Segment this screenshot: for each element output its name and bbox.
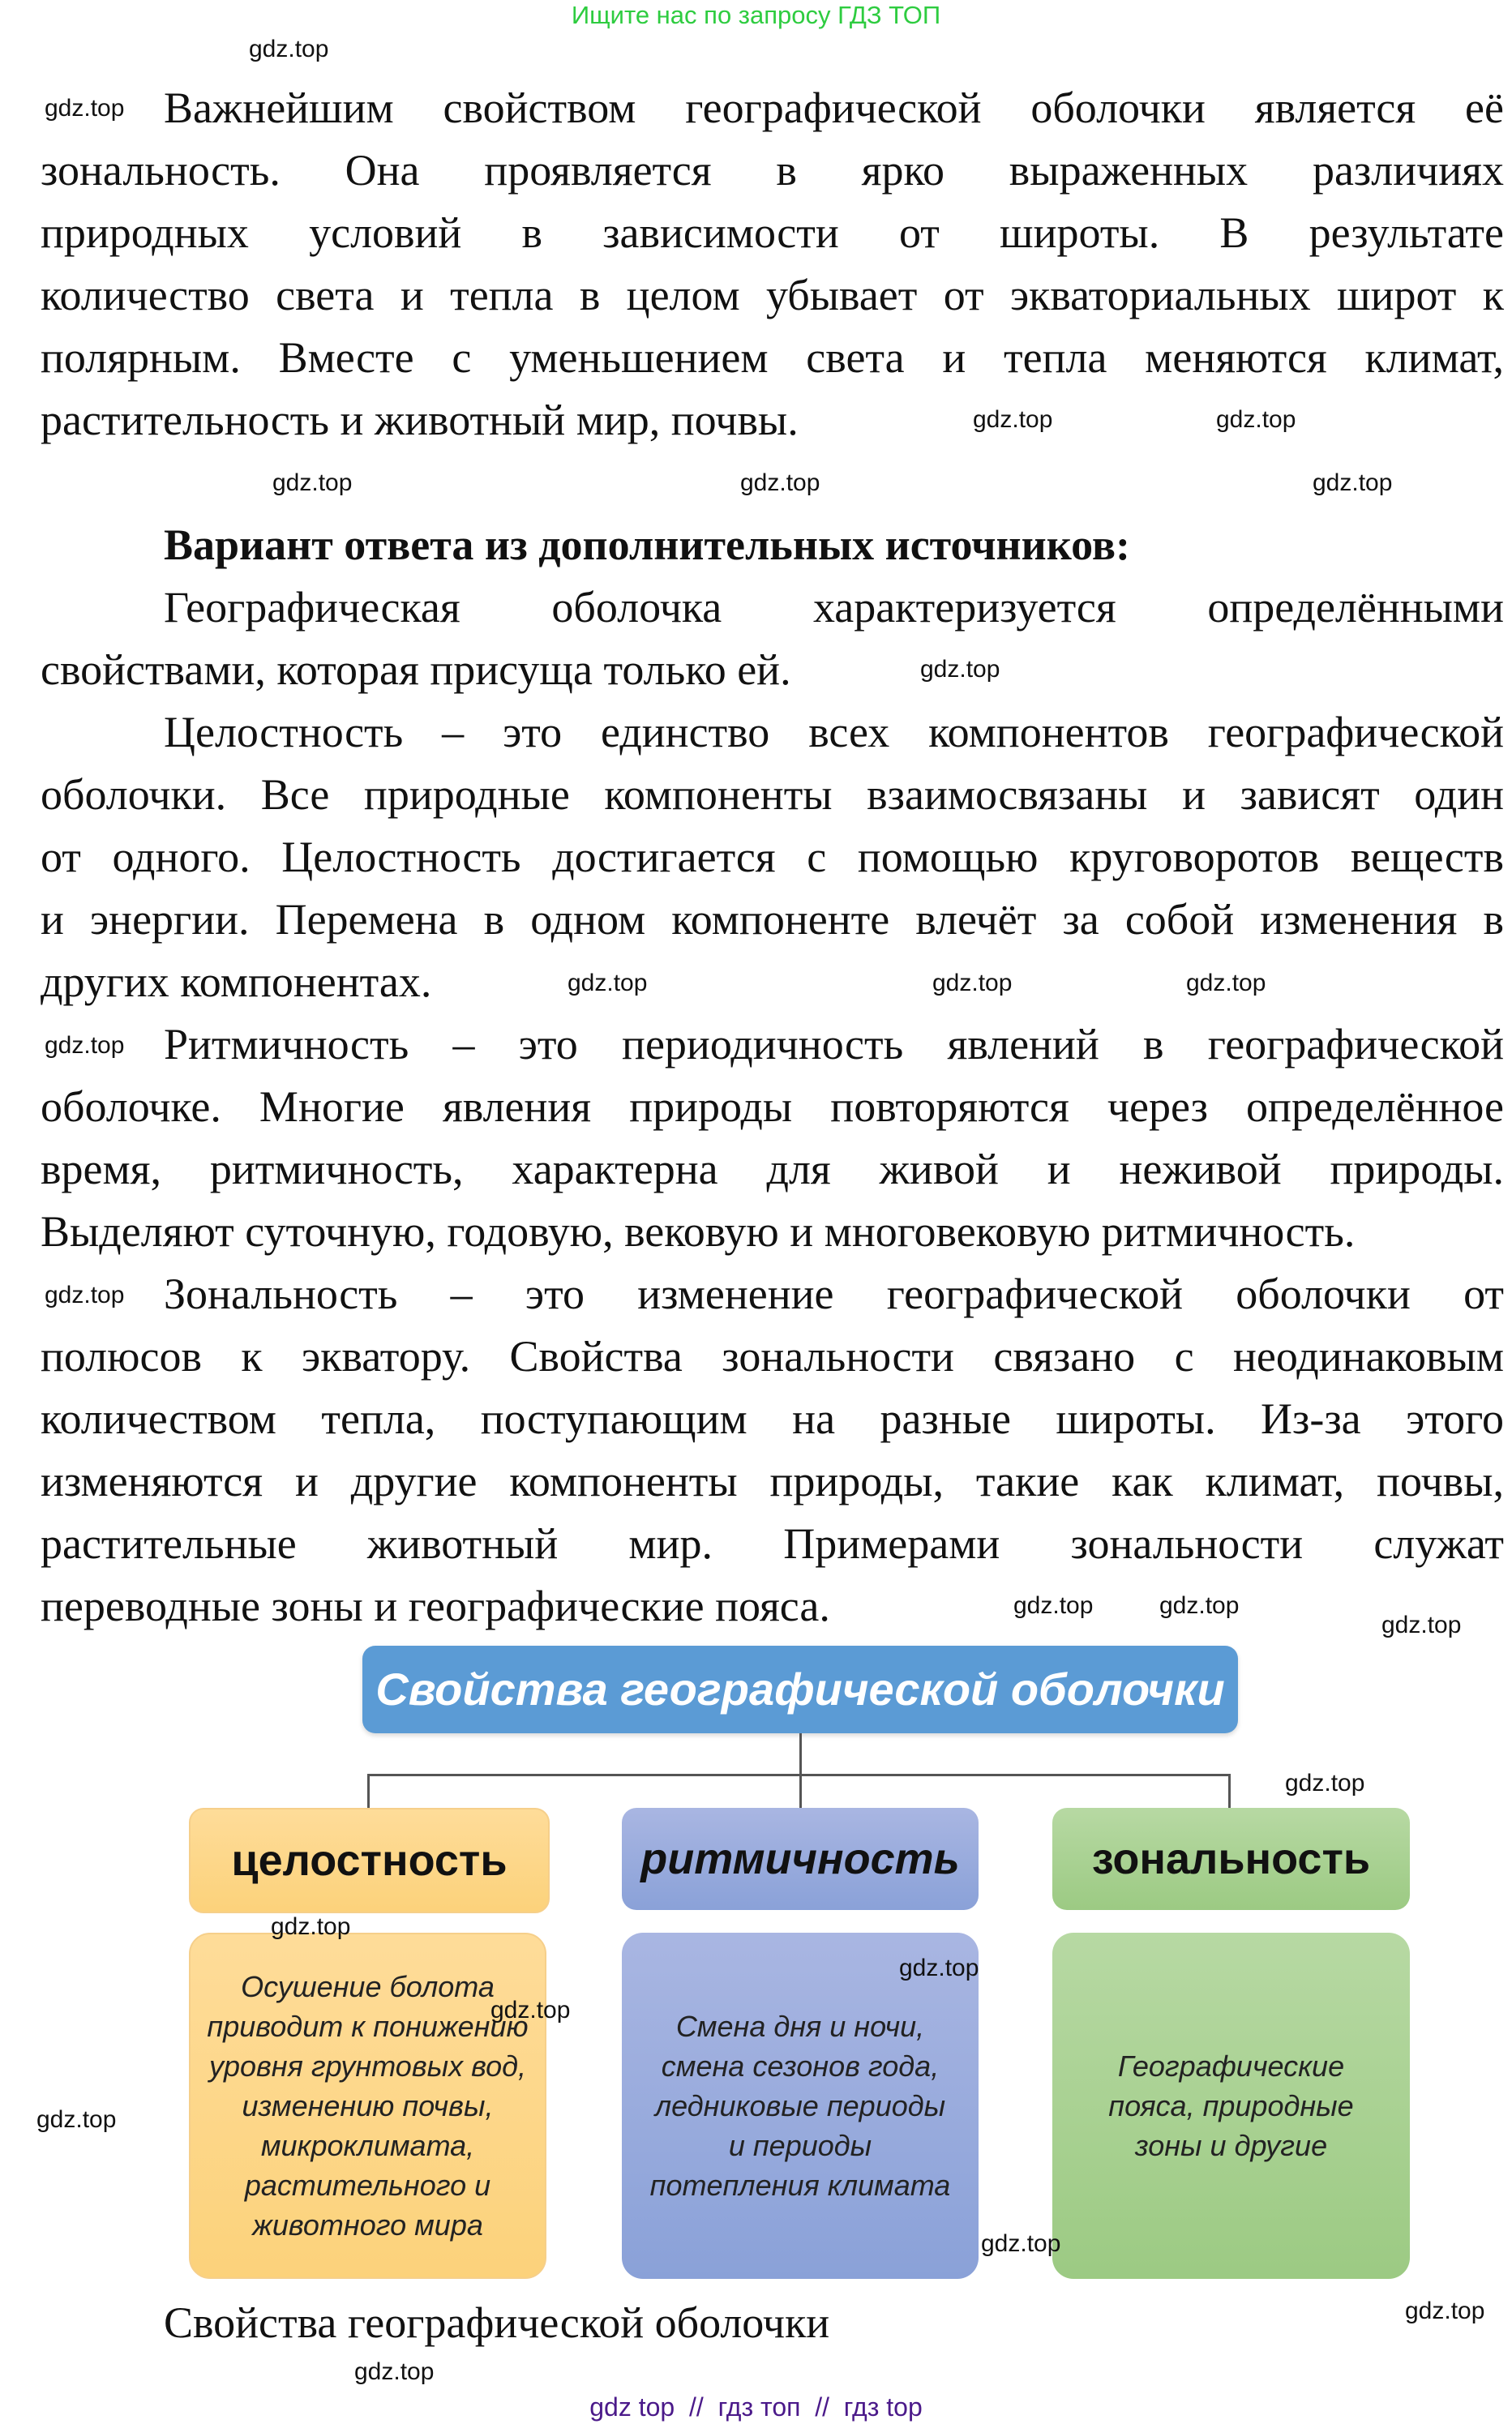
text-line: от одного. Целостность достигается с помощью круговоротов веществ	[41, 833, 1504, 881]
watermark: gdz.top	[740, 469, 820, 496]
header-rhythm: ритмичность	[622, 1808, 979, 1910]
watermark: gdz.top	[36, 2106, 117, 2133]
text-line: полюсов к экватору. Свойства зональности связано с неодинаковым	[41, 1332, 1504, 1381]
text-line: природных условий в зависимости от широты. В результате	[41, 208, 1504, 257]
watermark: gdz.top	[45, 1032, 125, 1059]
text-line: количество света и тепла в целом убывает от экваториальных широт к	[41, 271, 1504, 319]
watermark: gdz.top	[354, 2358, 435, 2385]
text-line: переводные зоны и географические пояса.	[41, 1582, 830, 1630]
figure-caption: Свойства географической оболочки	[164, 2298, 830, 2347]
watermark: gdz.top	[1381, 1612, 1462, 1638]
text-line: время, ритмичность, характерна для живой и неживой природы.	[41, 1145, 1504, 1193]
text-line: Целостность – это единство всех компонентов географической	[164, 708, 1504, 756]
content-zonality	[1052, 1933, 1410, 2279]
watermark: gdz.top	[568, 970, 648, 996]
watermark: gdz.top	[1186, 970, 1266, 996]
watermark: gdz.top	[899, 1955, 979, 1981]
watermark: gdz.top	[45, 95, 125, 122]
text-line: Зональность – это изменение географической оболочки от	[164, 1270, 1504, 1318]
text-line: и энергии. Перемена в одном компоненте влечёт за собой изменения в	[41, 895, 1504, 944]
text-line: оболочке. Многие явления природы повторяются через определённое	[41, 1082, 1504, 1131]
content-text: Географические пояса, природные зоны и другие	[1108, 2049, 1354, 2162]
text-line: зональность. Она проявляется в ярко выраженных различиях	[41, 146, 1504, 195]
text-line: других компонентах.	[41, 957, 432, 1006]
text-line: Выделяют суточную, годовую, вековую и многовековую ритмичность.	[41, 1207, 1356, 1256]
watermark: gdz.top	[249, 36, 329, 62]
text-line: Географическая оболочка характеризуется определёнными	[164, 583, 1504, 632]
text-line: оболочки. Все природные компоненты взаимосвязаны и зависят один	[41, 770, 1504, 819]
section-heading: Вариант ответа из дополнительных источников:	[164, 520, 1130, 569]
text-line: растительность и животный мир, почвы.	[41, 396, 799, 444]
text-line: Ритмичность – это периодичность явлений в географической	[164, 1020, 1504, 1069]
watermark: gdz.top	[920, 656, 1000, 683]
text-line: Важнейшим свойством географической оболочки является её	[164, 84, 1504, 132]
content-text: Смена дня и ночи, смена сезонов года, ледниковые периоды и периоды потепления климата	[649, 2010, 951, 2202]
watermark: gdz.top	[932, 970, 1013, 996]
connector-line	[799, 1774, 802, 1808]
content-rhythm	[622, 1933, 979, 2279]
text-line: количеством тепла, поступающим на разные широты. Из-за этого	[41, 1394, 1504, 1443]
header-zonality: зональность	[1052, 1808, 1410, 1910]
watermark: gdz.top	[1216, 406, 1296, 433]
content-integrity	[189, 1933, 546, 2279]
text-line: полярным. Вместе с уменьшением света и тепла меняются климат,	[41, 333, 1504, 382]
watermark: gdz.top	[272, 469, 353, 496]
watermark: gdz.top	[490, 1997, 571, 2024]
watermark: gdz.top	[45, 1282, 125, 1308]
watermark: gdz.top	[1285, 1770, 1365, 1797]
watermark: gdz.top	[271, 1913, 351, 1940]
text-line: свойствами, которая присуща только ей.	[41, 645, 791, 694]
connector-line	[799, 1733, 802, 1775]
text-line: изменяются и другие компоненты природы, такие как климат, почвы,	[41, 1457, 1504, 1505]
watermark: gdz.top	[1313, 469, 1393, 496]
footer-links[interactable]: gdz top // гдз топ // гдз top	[589, 2392, 923, 2422]
watermark: gdz.top	[973, 406, 1053, 433]
watermark: gdz.top	[1013, 1592, 1094, 1619]
header-integrity: целостность	[189, 1808, 550, 1913]
connector-line	[1228, 1774, 1231, 1808]
connector-line	[367, 1774, 370, 1808]
diagram-title: Свойства географической оболочки	[362, 1646, 1238, 1733]
text-line: растительные животный мир. Примерами зональности служат	[41, 1519, 1504, 1568]
search-banner[interactable]: Ищите нас по запросу ГДЗ ТОП	[571, 1, 941, 29]
watermark: gdz.top	[1159, 1592, 1240, 1619]
content-text: Осушение болота приводит к понижению уровня грунтовых вод, изменению почвы, микроклимата, растительного и животного мира	[207, 1970, 529, 2242]
answer-text	[41, 77, 1504, 1638]
watermark: gdz.top	[1405, 2298, 1485, 2324]
watermark: gdz.top	[981, 2230, 1061, 2257]
